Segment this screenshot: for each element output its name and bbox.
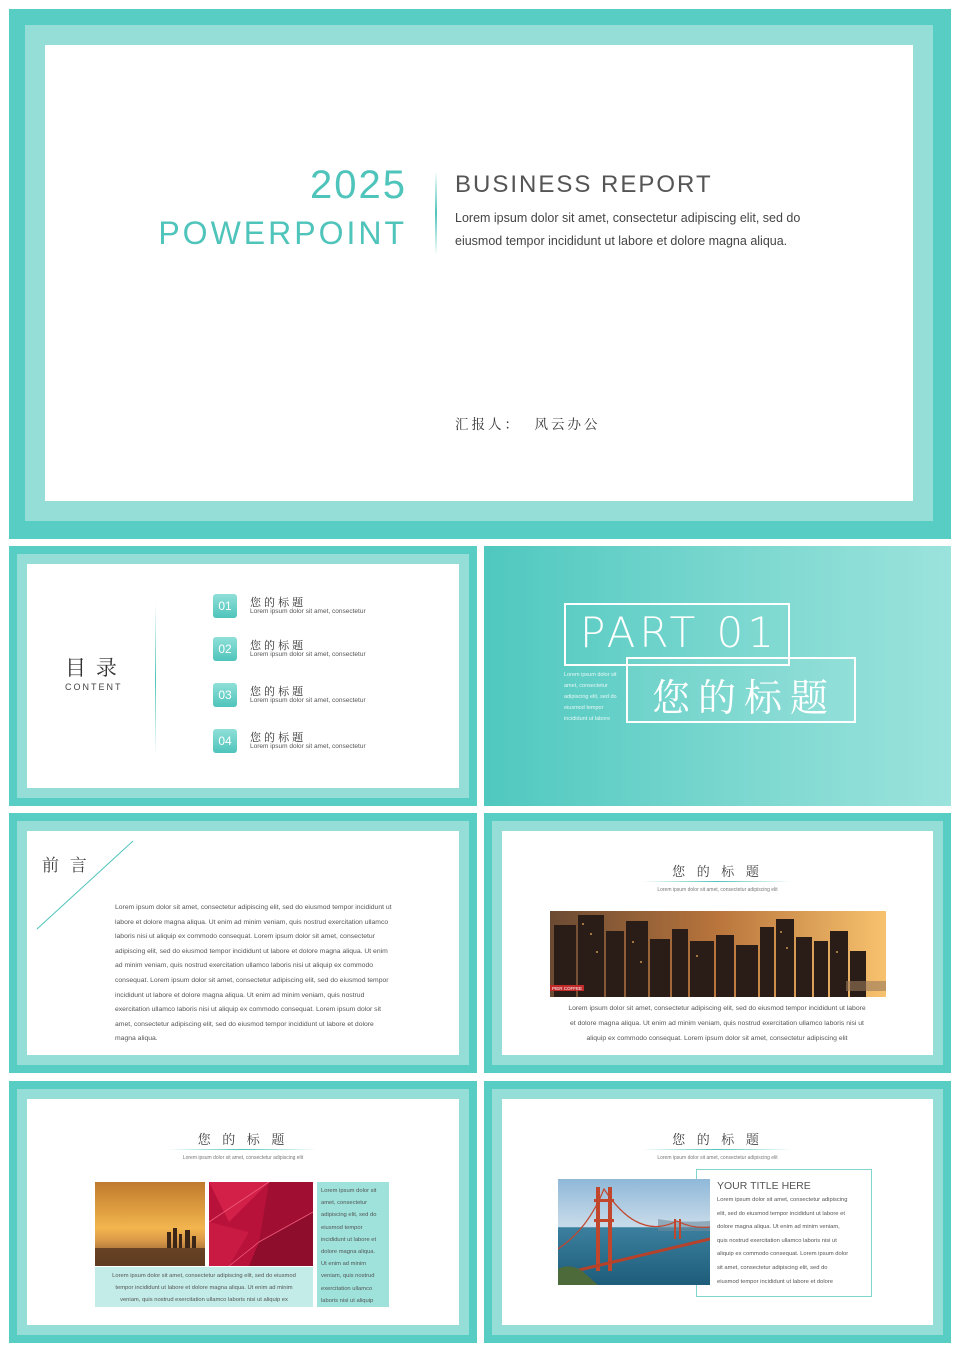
toc-item-title: 您 的 标 题 <box>250 732 304 744</box>
toc-item[interactable] <box>213 683 433 709</box>
bridge-box-line: eiusmod tempor incididunt ut labore et dolore <box>717 1278 834 1285</box>
red-architecture-image <box>209 1182 313 1266</box>
preface-line: exercitation ullamco laboris nisi ut aliquip ex commodo consequat. Lorem ipsum dolor sit <box>115 1006 381 1014</box>
preface-line: adipiscing elit, sed do eiusmod tempor incididunt ut labore et dolore magna aliqua. Ut enim <box>115 947 388 955</box>
toc-item-number: 03 <box>213 683 237 707</box>
gallery-side-line: adipiscing elit, sed do <box>321 1212 377 1219</box>
city-line: et dolore magna aliqua. Ut enim ad minim veniam, quis nostrud exercitation ullamco laboris nisi ut <box>570 1020 864 1027</box>
toc-item-desc: Lorem ipsum dolor sit amet, consectetur <box>250 608 366 615</box>
toc-subtitle: CONTENT <box>65 682 123 692</box>
gallery-side-line: eiusmod tempor <box>321 1224 363 1231</box>
gallery-caption-line: veniam, quis nostrud exercitation ullamco laboris nisi ut aliquip ex <box>120 1297 288 1303</box>
city-subtitle: Lorem ipsum dolor sit amet, consectetur adipiscing elit <box>657 887 778 893</box>
city-card <box>502 831 933 1055</box>
preface-card <box>27 831 459 1055</box>
city-title-underline <box>642 881 792 882</box>
part-desc-line: Lorem ipsum dolor sit <box>564 672 617 678</box>
gallery-caption <box>95 1267 313 1307</box>
bridge-card <box>502 1099 933 1325</box>
gallery-side-line: veniam, quis nostrud <box>321 1273 375 1280</box>
city-body <box>532 1001 902 1046</box>
toc-title: 目 录 <box>65 657 119 680</box>
bridge-subtitle: Lorem ipsum dolor sit amet, consectetur adipiscing elit <box>657 1155 778 1161</box>
city-sign-text: PIER COFFEE <box>552 986 583 991</box>
preface-line: laboris nisi ut aliquip ex commodo consequat. Lorem ipsum dolor sit amet, consectetur <box>115 933 375 941</box>
bridge-text-box <box>696 1169 872 1297</box>
gallery-side-line: amet, consectetur <box>321 1200 368 1207</box>
cover-desc-1: Lorem ipsum dolor sit amet, consectetur adipiscing elit, sed do <box>455 211 801 225</box>
bridge-title-underline <box>642 1149 792 1150</box>
preface-line: magna aliqua. <box>115 1035 158 1043</box>
city-line: aliquip ex commodo consequat. Lorem ipsum dolor sit amet, consectetur adipiscing elit <box>586 1035 848 1042</box>
gallery-side-panel <box>317 1182 389 1307</box>
preface-body <box>115 901 425 1047</box>
bridge-box-line: elit, sed do eiusmod tempor incididunt ut labore et <box>717 1210 845 1217</box>
preface-line: consequat. Lorem ipsum dolor sit amet, consectetur adipiscing elit, sed do eiusmod tempor <box>115 976 389 984</box>
bridge-box-line: sit amet, consectetur adipiscing elit, sed do <box>717 1264 828 1271</box>
cover-year: 2025 <box>310 163 407 207</box>
toc-card <box>27 564 459 788</box>
section-slide <box>484 546 951 806</box>
cover-divider <box>435 171 437 255</box>
bridge-title: 您 的 标 题 <box>672 1132 763 1147</box>
preface-title: 前 言 <box>42 856 90 875</box>
gallery-slide <box>9 1081 477 1343</box>
toc-item-desc: Lorem ipsum dolor sit amet, consectetur <box>250 743 366 750</box>
part-title: 您的标题 <box>652 678 837 720</box>
gallery-title: 您 的 标 题 <box>197 1132 289 1147</box>
golden-gate-bridge-image <box>558 1179 710 1285</box>
part-desc-line: amet, consectetur <box>564 683 608 689</box>
toc-item[interactable] <box>213 729 433 755</box>
bridge-box-title: YOUR TITLE HERE <box>717 1180 811 1192</box>
preface-line: incididunt ut labore et dolore magna aliqua. Ut enim ad minim veniam, quis nostrud <box>115 991 365 999</box>
part-desc-line: eiusmod tempor <box>564 705 604 711</box>
part-label: PART 01 <box>580 608 778 657</box>
part-desc-line: adipiscing elit, sed do <box>564 694 617 700</box>
gallery-side-line: exercitation ullamco <box>321 1285 373 1292</box>
gallery-side-line: incididunt ut labore et <box>321 1236 377 1243</box>
cover-heading: BUSINESS REPORT <box>455 171 713 198</box>
gallery-subtitle: Lorem ipsum dolor sit amet, consectetur adipiscing elit <box>182 1155 304 1161</box>
preface-line: Lorem ipsum dolor sit amet, consectetur adipiscing elit, sed do eiusmod tempor incididunt ut <box>115 904 392 911</box>
bridge-box-line: Lorem ipsum dolor sit amet, consectetur adipiscing <box>717 1197 848 1203</box>
toc-item-title: 您 的 标 题 <box>250 640 304 652</box>
bridge-box-line: quis nostrud exercitation ullamco laboris nisi ut <box>717 1237 837 1244</box>
cover-desc-2: eiusmod tempor incididunt ut labore et dolore magna aliqua. <box>455 234 788 248</box>
gallery-title-underline <box>167 1149 317 1150</box>
gallery-side-line: dolore magna aliqua. <box>321 1249 376 1256</box>
toc-item-desc: Lorem ipsum dolor sit amet, consectetur <box>250 697 366 704</box>
gallery-card <box>27 1099 459 1325</box>
gallery-caption-line: Lorem ipsum dolor sit amet, consectetur adipiscing elit, sed do eiusmod <box>112 1273 296 1279</box>
gallery-side-line: laboris nisi ut aliquip <box>321 1297 374 1304</box>
toc-item-desc: Lorem ipsum dolor sit amet, consectetur <box>250 651 366 658</box>
cover-product: POWERPOINT <box>158 215 407 251</box>
city-title: 您 的 标 题 <box>672 864 763 879</box>
bridge-box-line: dolore magna aliqua. Ut enim ad minim veniam, <box>717 1224 840 1231</box>
gallery-side-line: Ut enim ad minim <box>321 1261 367 1268</box>
bridge-box-line: aliquip ex commodo consequat. Lorem ipsum dolor <box>717 1251 849 1258</box>
bridge-box-body <box>717 1194 869 1289</box>
toc-divider <box>155 604 156 754</box>
toc-item-title: 您 的 标 题 <box>250 686 304 698</box>
toc-item-title: 您 的 标 题 <box>250 597 304 609</box>
toc-item[interactable] <box>213 594 433 620</box>
toc-item-number: 01 <box>213 594 237 618</box>
preface-line: ad minim veniam, quis nostrud exercitation ullamco laboris nisi ut aliquip ex commodo <box>115 962 374 970</box>
gallery-caption-line: tempor incididunt ut labore et dolore magna aliqua. Ut enim ad minim <box>115 1285 293 1291</box>
city-skyline-image <box>550 911 886 997</box>
toc-item-number: 02 <box>213 637 237 661</box>
preface-slide <box>9 813 477 1073</box>
toc-item[interactable] <box>213 637 433 663</box>
cover-slide <box>9 9 951 539</box>
city-slide <box>484 813 951 1073</box>
gallery-side-line: Lorem ipsum dolor sit <box>321 1188 377 1194</box>
toc-slide <box>9 546 477 806</box>
bridge-slide <box>484 1081 951 1343</box>
city-line: Lorem ipsum dolor sit amet, consectetur adipiscing elit, sed do eiusmod tempor incididunt ut labore <box>568 1005 866 1012</box>
part-desc-line: incididunt ut labore <box>564 716 611 722</box>
preface-line: labore et dolore magna aliqua. Ut enim ad minim veniam, quis nostrud exercitation ullamco <box>115 918 389 926</box>
toc-item-number: 04 <box>213 729 237 753</box>
cover-card <box>45 45 913 501</box>
sunset-beach-image <box>95 1182 205 1266</box>
cover-reporter: 汇报人： 风云办公 <box>455 417 601 432</box>
preface-line: amet, consectetur adipiscing elit, sed do eiusmod tempor incididunt ut labore et dolore <box>115 1020 374 1028</box>
part-desc <box>564 670 634 725</box>
